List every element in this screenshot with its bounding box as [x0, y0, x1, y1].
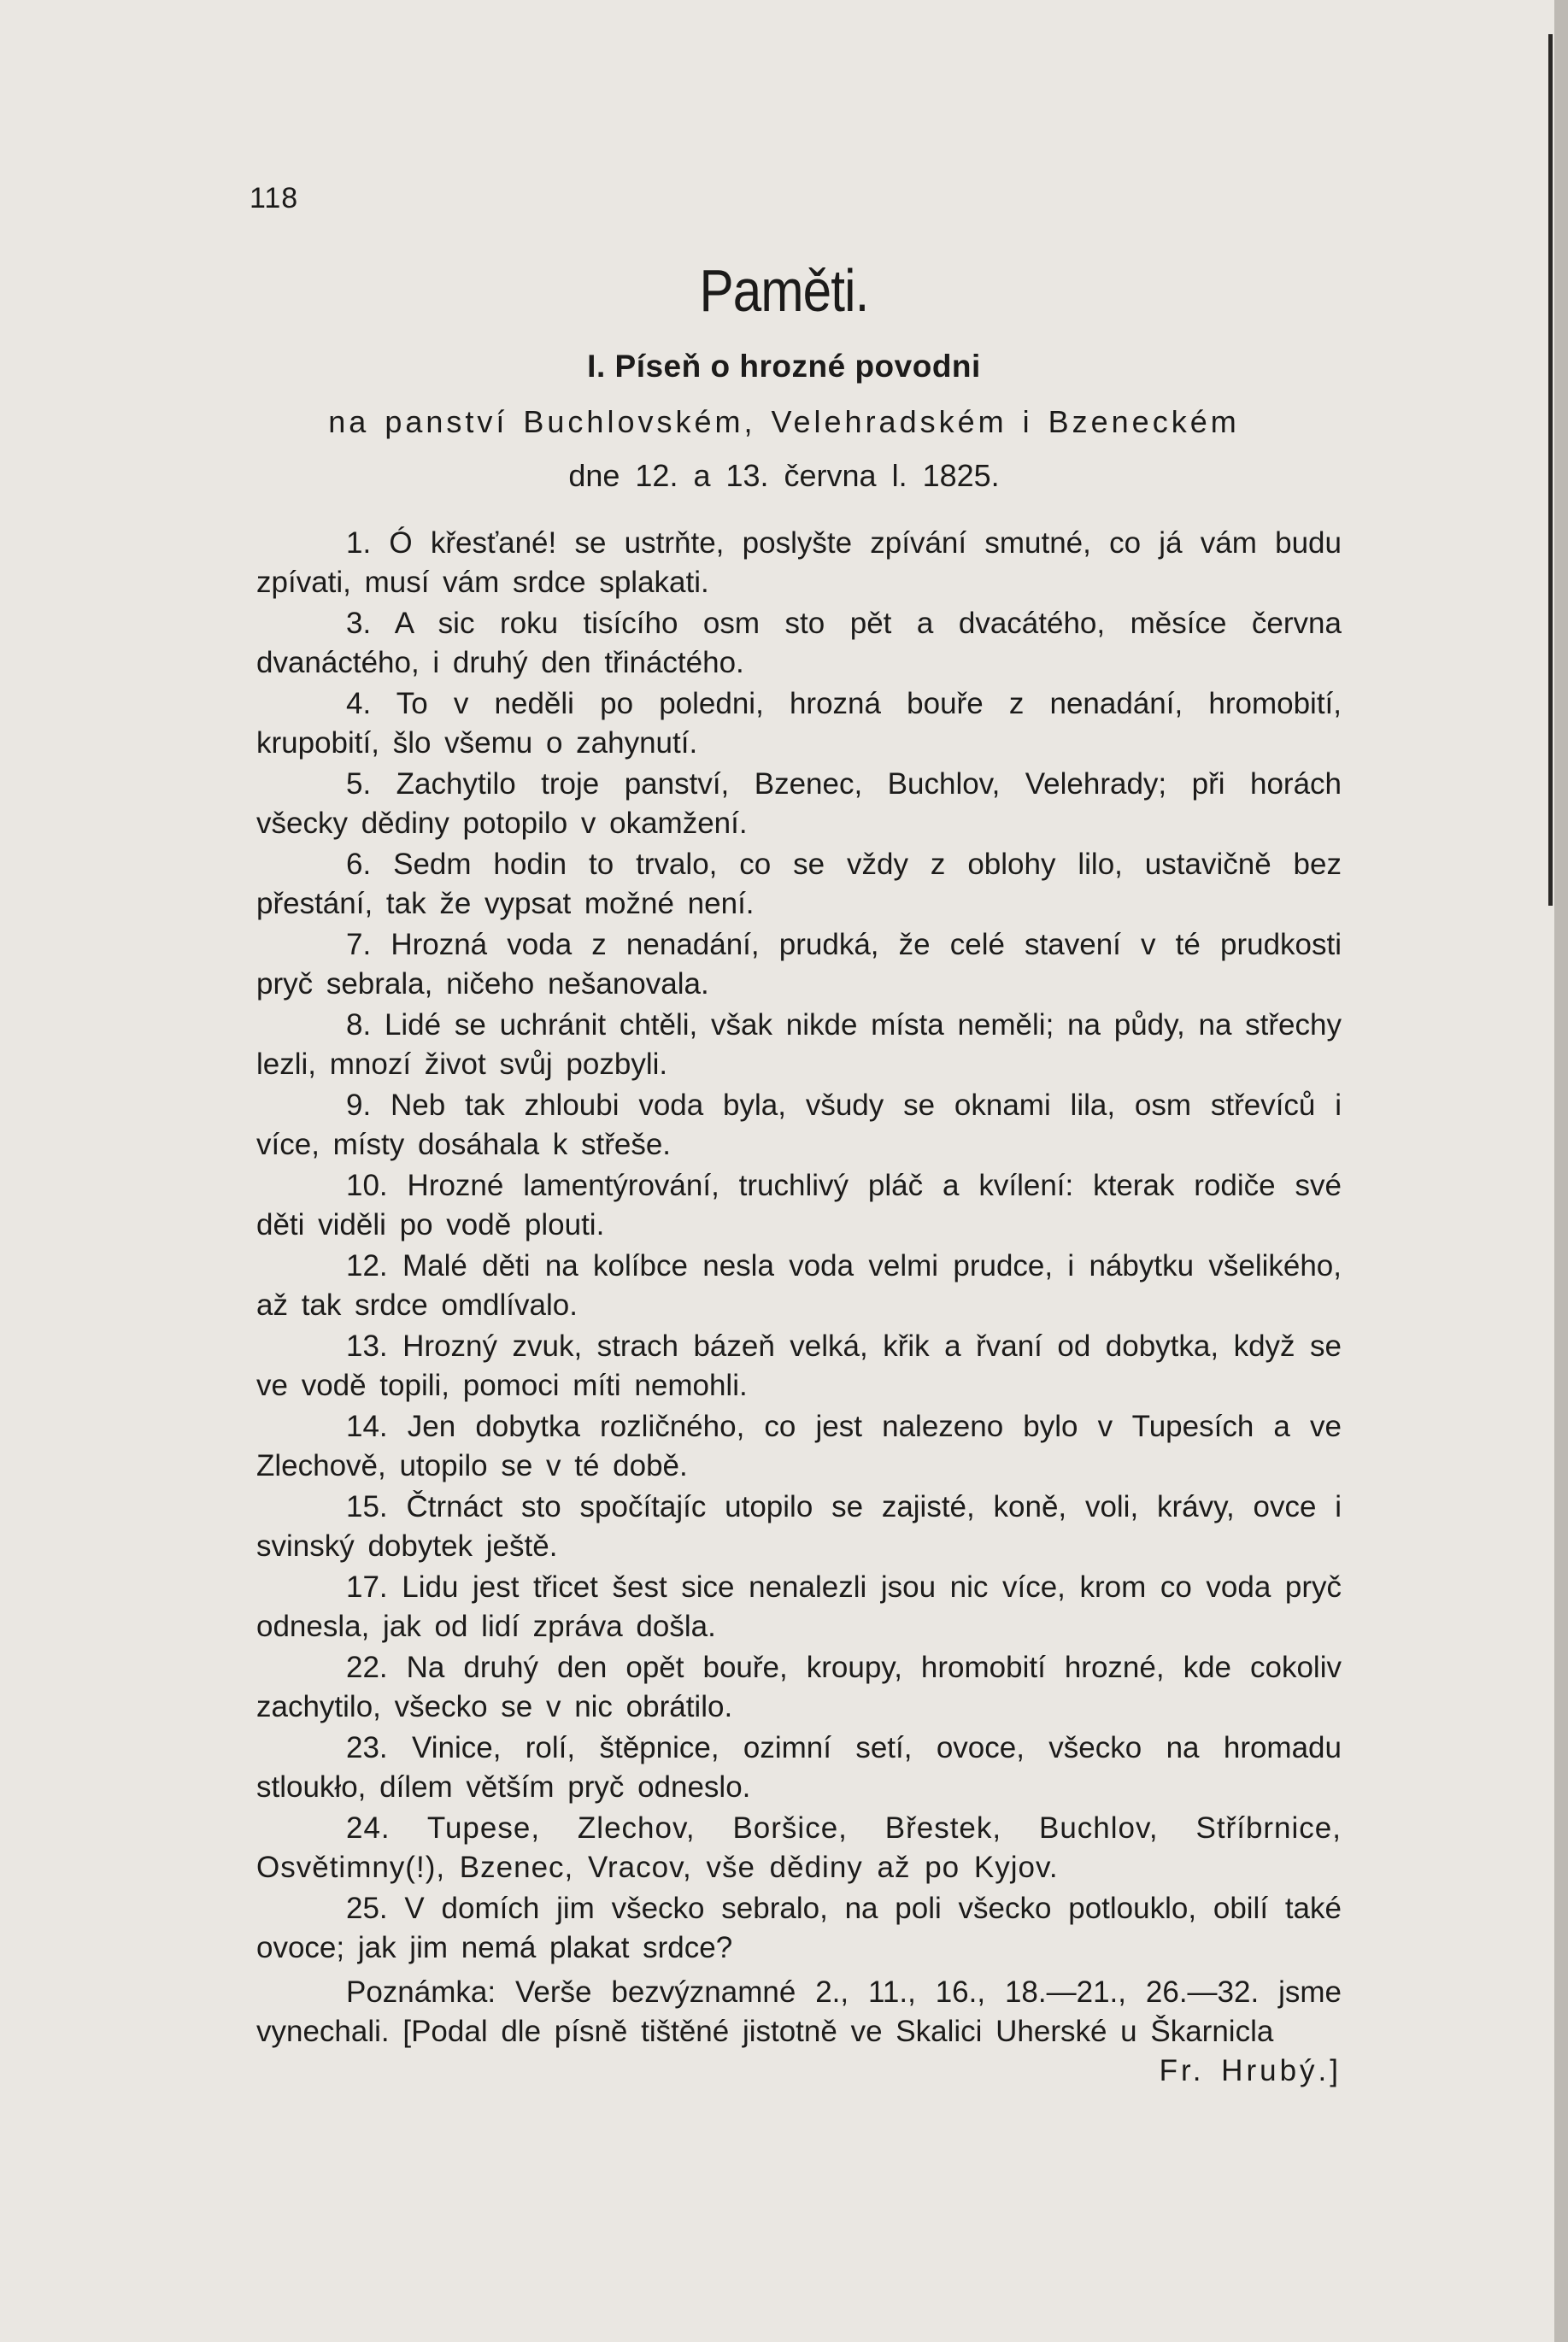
verse-list — [256, 524, 1342, 2091]
page-title: Paměti. — [699, 257, 869, 324]
song-subtitle: na panství Buchlovském, Velehradském i Bzeneckém — [328, 404, 1240, 439]
note-signature: Fr. Hrubý.] — [1159, 2054, 1342, 2087]
verse: 7. Hrozná voda z nenadání, prudká, že celé stavení v té prudkosti pryč sebrala, ničeho nešanovala. — [256, 928, 1342, 1001]
verse: 15. Čtrnáct sto spočítajíc utopilo se zajisté, koně, voli, krávy, ovce i svinský dobytek ještě. — [256, 1490, 1342, 1563]
verse: 24. Tupese, Zlechov, Boršice, Břestek, Buchlov, Stříbrnice, Osvětimny(!), Bzenec, Vracov, vše dědiny až po Kyjov. — [256, 1811, 1342, 1884]
verse: 17. Lidu jest třicet šest sice nenalezli jsou nic více, krom co voda pryč odnesla, jak od lidí zpráva došla. — [256, 1570, 1342, 1643]
verse: 3. A sic roku tisícího osm sto pět a dvacátého, měsíce června dvanáctého, i druhý den třináctého. — [256, 607, 1342, 679]
page-number: 118 — [250, 182, 299, 214]
editorial-note — [256, 1973, 1342, 2091]
note-text: Poznámka: Verše bezvýznamné 2., 11., 16., 18.—21., 26.—32. jsme vynechali. [Podal dle písně tištěné jistotně ve Skalici Uherské u Škarnicla — [256, 1975, 1342, 2048]
song-date: dne 12. a 13. června l. 1825. — [568, 458, 1000, 493]
verse: 5. Zachytilo troje panství, Bzenec, Buchlov, Velehrady; při horách všecky dědiny potopilo v okamžení. — [256, 767, 1342, 840]
verse: 22. Na druhý den opět bouře, kroupy, hromobití hrozné, kde cokoliv zachytilo, všecko se v nic obrátilo. — [256, 1651, 1342, 1723]
verse: 10. Hrozné lamentýrování, truchlivý pláč a kvílení: kterak rodiče své děti viděli po vodě plouti. — [256, 1169, 1342, 1241]
verse: 25. V domích jim všecko sebralo, na poli všecko potlouklo, obilí také ovoce; jak jim nemá plakat srdce? — [256, 1892, 1342, 1964]
song-title: I. Píseň o hrozné povodni — [587, 349, 981, 384]
verse: 8. Lidé se uchránit chtěli, však nikde místa neměli; na půdy, na střechy lezli, mnozí život svůj pozbyli. — [256, 1008, 1342, 1081]
verse: 4. To v neděli po poledni, hrozná bouře z nenadání, hromobití, krupobití, šlo všemu o zahynutí. — [256, 687, 1342, 760]
verse: 12. Malé děti na kolíbce nesla voda velmi prudce, i nábytku všelikého, až tak srdce omdlívalo. — [256, 1249, 1342, 1322]
verse: 14. Jen dobytka rozličného, co jest nalezeno bylo v Tupesích a ve Zlechově, utopilo se v té době. — [256, 1410, 1342, 1482]
verse: 1. Ó křesťané! se ustrňte, poslyšte zpívání smutné, co já vám budu zpívati, musí vám srdce splakati. — [256, 526, 1342, 599]
verse: 6. Sedm hodin to trvalo, co se vždy z oblohy lilo, ustavičně bez přestání, tak že vypsat možné není. — [256, 848, 1342, 920]
verse: 23. Vinice, rolí, štěpnice, ozimní setí, ovoce, všecko na hromadu stloukło, dílem větším pryč odneslo. — [256, 1731, 1342, 1804]
verse: 13. Hrozný zvuk, strach bázeň velká, křik a řvaní od dobytka, když se ve vodě topili, pomoci míti nemohli. — [256, 1329, 1342, 1402]
verse: 9. Neb tak zhloubi voda byla, všudy se oknami lila, osm střevíců i více, místy dosáhala k střeše. — [256, 1089, 1342, 1161]
signature-line — [256, 2051, 1342, 2091]
